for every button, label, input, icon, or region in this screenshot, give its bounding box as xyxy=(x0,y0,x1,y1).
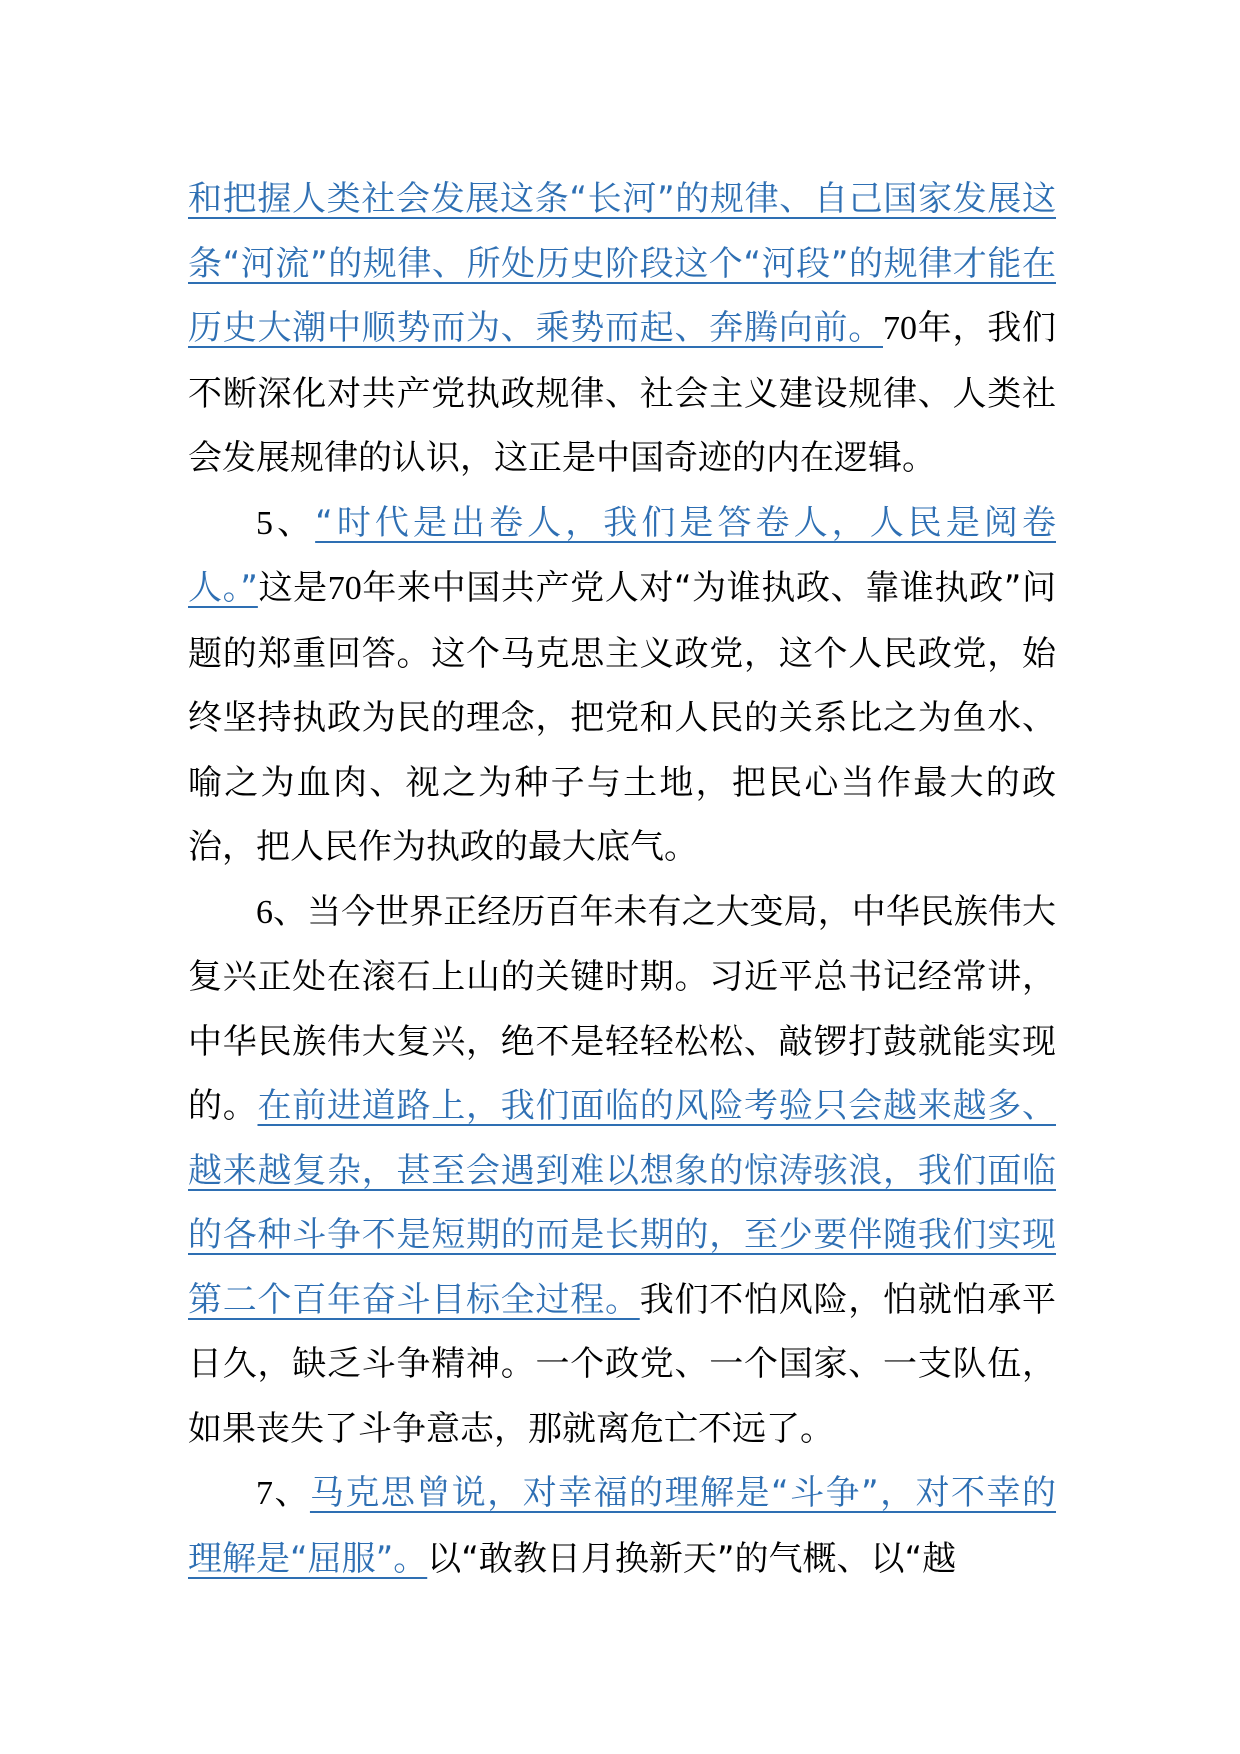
body-text: 这是 xyxy=(257,568,328,608)
paragraph-5 xyxy=(188,491,1056,880)
paragraph-7 xyxy=(188,1461,1056,1591)
document-body xyxy=(188,167,1056,1591)
highlighted-text[interactable]: 和把握人类社会发展这条“长河”的规律、自己国家发展这条“河流”的规律、所处历史阶段这个“河段”的规律才能在历史大潮中顺势而为、乘势而起、奔腾向前。 xyxy=(188,179,1056,348)
body-text: 当今世界正经历百年未有之大变局，中华民族伟大复兴正处在滚石上山的关键时期。习近平总书记经常讲，中华民族伟大复兴，绝不是轻轻松松、敲锣打鼓就能实现的。 xyxy=(188,891,1057,1126)
paragraph-6 xyxy=(188,880,1056,1462)
body-text: 以“敢教日月换新天”的气概、以“越 xyxy=(427,1538,957,1579)
paragraph-number-separator: 、 xyxy=(273,1473,310,1513)
body-text: 年来中国共产党人对“为谁执政、靠谁执政”问题的郑重回答。这个马克思主义政党，这个人民政党，始终坚持执政为民的理念，把党和人民的关系比之为鱼水、喻之为血肉、视之为种子与土地，把民心当作最大的政治，把人民作为执政的最大底气。 xyxy=(188,568,1056,867)
paragraph-continuation xyxy=(188,167,1056,491)
body-text: 年，我们不断深化对共产党执政规律、社会主义建设规律、人类社会发展规律的认识，这正是中国奇迹的内在逻辑。 xyxy=(188,308,1056,478)
paragraph-number-separator: 、 xyxy=(273,891,308,932)
paragraph-number: 7 xyxy=(256,1475,273,1512)
paragraph-number: 6 xyxy=(256,893,273,931)
highlighted-text[interactable]: “时代是出卷人，我们是答卷人，人民是阅卷人。” xyxy=(188,502,1056,608)
paragraph-number: 5 xyxy=(256,504,273,542)
highlighted-text[interactable]: 马克思曾说，对幸福的理解是“斗争”，对不幸的理解是“屈服”。 xyxy=(188,1473,1056,1579)
number-text: 70 xyxy=(327,570,362,607)
paragraph-number-separator: 、 xyxy=(273,502,316,543)
number-text: 70 xyxy=(883,310,917,347)
body-text: 我们不怕风险，怕就怕承平日久，缺乏斗争精神。一个政党、一个国家、一支队伍，如果丧失了斗争意志，那就离危亡不远了。 xyxy=(188,1279,1056,1449)
highlighted-text[interactable]: 在前进道路上，我们面临的风险考验只会越来越多、越来越复杂，甚至会遇到难以想象的惊涛骇浪，我们面临的各种斗争不是短期的而是长期的，至少要伴随我们实现第二个百年奋斗目标全过程。 xyxy=(188,1086,1056,1320)
